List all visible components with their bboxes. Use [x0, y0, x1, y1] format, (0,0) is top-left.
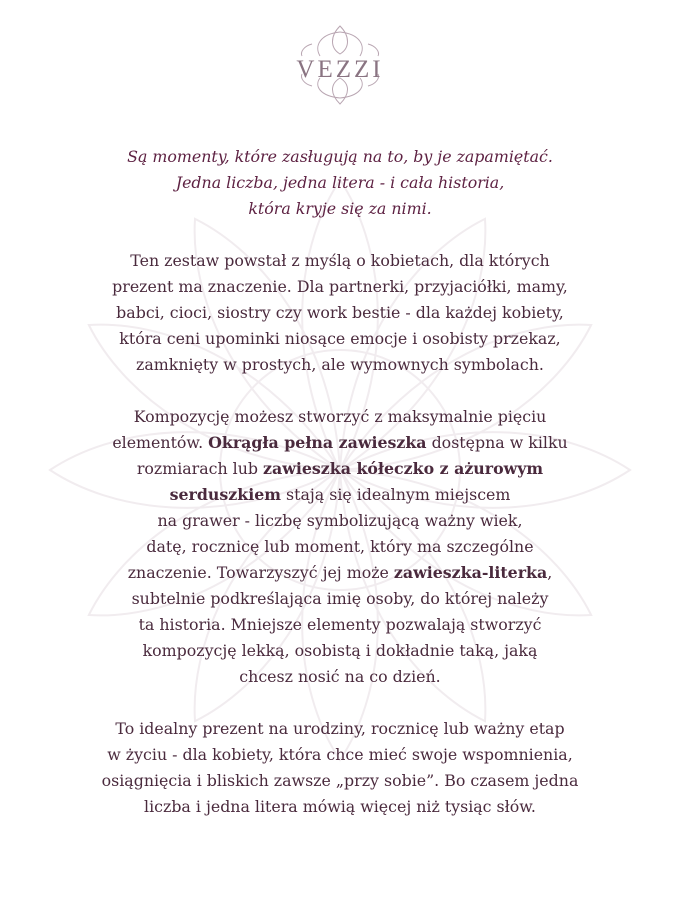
text-line: liczba i jedna litera mówią więcej niż tysiąc słów.	[144, 797, 536, 816]
text-line: Kompozycję możesz stworzyć z maksymalnie pięciu	[133, 407, 547, 426]
text-line: datę, rocznicę lub moment, który ma szczególne	[146, 537, 534, 556]
text-line: To idealny prezent na urodziny, rocznicę lub ważny etap	[115, 719, 565, 738]
text-line: babci, cioci, siostry czy work bestie - dla każdej kobiety,	[116, 303, 564, 322]
intro-line: Jedna liczba, jedna litera - i cała historia,	[175, 173, 505, 192]
product-name-ring-pendant-cont: serduszkiem	[169, 485, 281, 504]
text-line: serduszkiem stają się idealnym miejscem	[169, 485, 511, 504]
text-line: na grawer - liczbę symbolizującą ważny wiek,	[157, 511, 523, 530]
intro-paragraph	[60, 144, 620, 222]
product-name-letter-pendant: zawieszka-literka	[393, 563, 548, 582]
text-line: prezent ma znaczenie. Dla partnerki, przyjaciółki, mamy,	[112, 277, 568, 296]
paragraph-gift	[60, 716, 620, 820]
brand-name: VEZZI	[296, 56, 384, 83]
intro-line: która kryje się za nimi.	[248, 199, 432, 218]
brand-logo	[290, 22, 390, 108]
paragraph-composition	[60, 404, 620, 690]
text-line: znaczenie. Towarzyszyć jej może zawieszka-literka,	[127, 563, 553, 582]
text-line: zamknięty w prostych, ale wymownych symbolach.	[136, 355, 544, 374]
text-line: osiągnięcia i bliskich zawsze „przy sobie”. Bo czasem jedna	[101, 771, 579, 790]
text-line: rozmiarach lub zawieszka kółeczko z ażurowym	[136, 459, 544, 478]
paragraph-audience	[60, 248, 620, 378]
text-line: kompozycję lekką, osobistą i dokładnie taką, jaką	[142, 641, 538, 660]
text-line: chcesz nosić na co dzień.	[239, 667, 441, 686]
text-line: ta historia. Mniejsze elementy pozwalają stworzyć	[138, 615, 542, 634]
description-text	[60, 144, 620, 846]
text-line: w życiu - dla kobiety, która chce mieć swoje wspomnienia,	[107, 745, 573, 764]
text-line: elementów. Okrągła pełna zawieszka dostępna w kilku	[112, 433, 568, 452]
product-name-ring-pendant: zawieszka kółeczko z ażurowym	[263, 459, 544, 478]
text-line: Ten zestaw powstał z myślą o kobietach, dla których	[130, 251, 550, 270]
text-line: subtelnie podkreślająca imię osoby, do której należy	[131, 589, 549, 608]
intro-line: Są momenty, które zasługują na to, by je zapamiętać.	[127, 147, 553, 166]
text-line: która ceni upominki niosące emocje i osobisty przekaz,	[119, 329, 561, 348]
product-name-round-pendant: Okrągła pełna zawieszka	[208, 433, 427, 452]
